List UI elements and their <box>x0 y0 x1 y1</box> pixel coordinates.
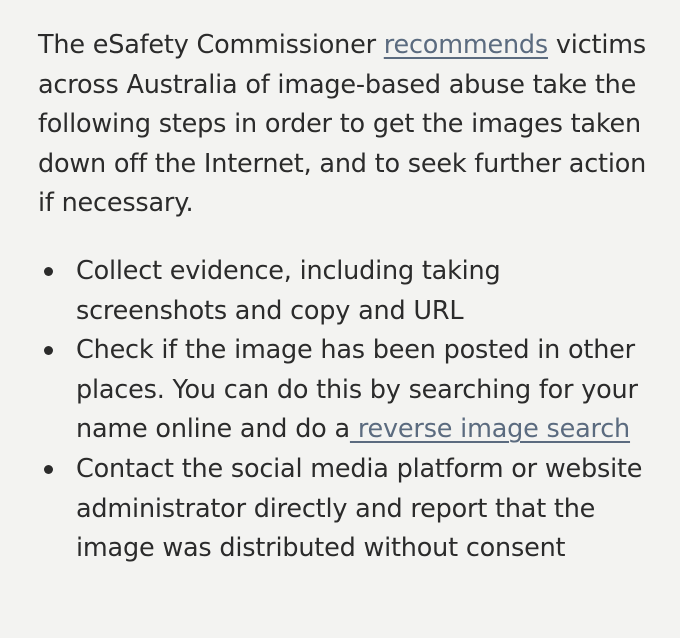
bullet-icon <box>44 267 53 276</box>
list-item <box>38 331 646 450</box>
list-item <box>38 252 646 331</box>
intro-text-after-link: victims across Australia of image-based abuse take the following steps in order to get the images taken down off the Internet, and to seek further action if necessary. <box>38 30 647 219</box>
steps-list <box>38 252 650 569</box>
step-text: Check if the image has been posted in other places. You can do this by searching for your name online and do a <box>76 335 638 445</box>
recommends-link[interactable]: recommends <box>383 30 549 60</box>
step-text: Contact the social media platform or website administrator directly and report that the image was distributed without consent <box>76 453 643 564</box>
intro-text-before-link: The eSafety Commissioner <box>38 30 384 60</box>
list-item <box>38 450 646 569</box>
intro-paragraph <box>38 26 653 224</box>
bullet-icon <box>44 346 53 355</box>
bullet-icon <box>44 465 53 474</box>
step-text: Collect evidence, including taking screenshots and copy and URL <box>76 255 501 326</box>
reverse-image-search-link[interactable]: reverse image search <box>349 414 631 445</box>
